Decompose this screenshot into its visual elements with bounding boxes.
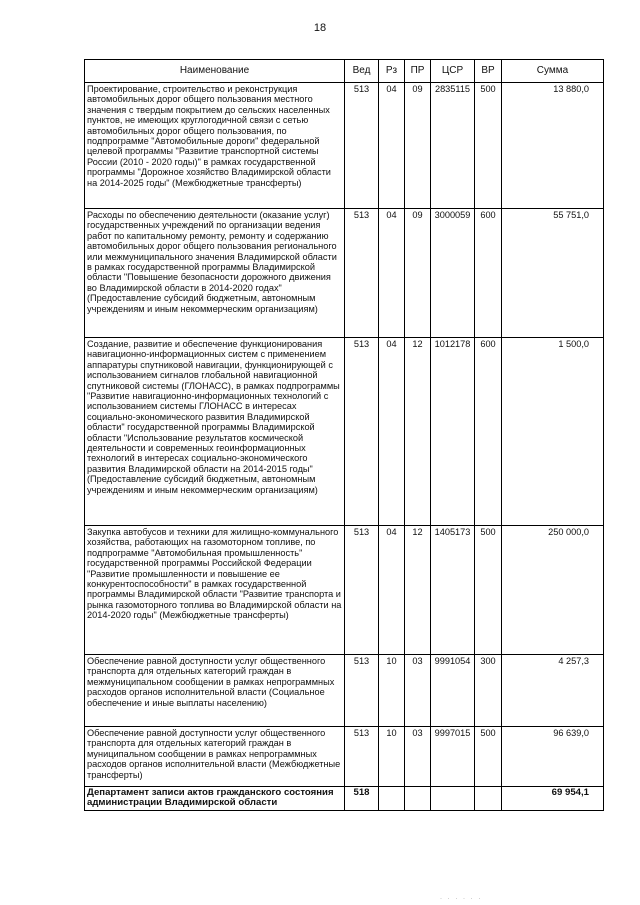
row-name: Обеспечение равной доступности услуг общественного транспорта для отдельных категорий граждан в муниципальном сообщении в рамках непрограммных расходов органов исполнительной власти (Межбюджетные трансферты): [85, 727, 345, 787]
table-row: [85, 526, 604, 655]
row-rz: 04: [379, 83, 405, 209]
table-row: [85, 209, 604, 338]
row-sum: 13 880,0: [502, 83, 604, 209]
row-vr: 500: [475, 83, 502, 209]
row-ved: 513: [345, 338, 379, 526]
row-csr: 9991054: [431, 655, 475, 727]
row-rz: [379, 787, 405, 811]
row-vr: 500: [475, 727, 502, 787]
table-row: [85, 727, 604, 787]
header-csr: ЦСР: [431, 60, 475, 83]
row-pr: 09: [405, 209, 431, 338]
row-pr: 09: [405, 83, 431, 209]
table-row: [85, 655, 604, 727]
row-pr: 03: [405, 655, 431, 727]
row-csr: 9997015: [431, 727, 475, 787]
row-sum: 250 000,0: [502, 526, 604, 655]
row-name: Закупка автобусов и техники для жилищно-коммунального хозяйства, работающих на газомоторном топливе, по подпрограмме "Автомобильная промышленность" государственной программы Российской Федерации "Развитие промышленности и повышение ее конкурентоспособности" в рамках государственной программы Владимирской области "Развитие транспорта и рынка газомоторного топлива во Владимирской области на 2014-2020 годы" (Межбюджетные трансферты): [85, 526, 345, 655]
row-ved: 518: [345, 787, 379, 811]
row-csr: 2835115: [431, 83, 475, 209]
header-ved: Вед: [345, 60, 379, 83]
row-name: Обеспечение равной доступности услуг общественного транспорта для отдельных категорий граждан в межмуниципальном сообщении в рамках непрограммных расходов органов исполнительной власти (Социальное обеспечение и иные выплаты населению): [85, 655, 345, 727]
row-rz: 10: [379, 727, 405, 787]
row-ved: 513: [345, 655, 379, 727]
row-vr: [475, 787, 502, 811]
table-header-row: [85, 60, 604, 83]
header-vr: ВР: [475, 60, 502, 83]
row-name: Создание, развитие и обеспечение функционирования навигационно-информационных систем с применением аппаратуры спутниковой навигации, функционирующей с использованием сигналов глобальной навигационной спутниковой системы (ГЛОНАСС), в рамках подпрограммы "Развитие навигационно-информационных технологий с использованием системы ГЛОНАСС в интересах социально-экономического развития Владимирской области" государственной программы Владимирской области "Использование результатов космической деятельности и современных геоинформационных технологий в интересах социально-экономического развития Владимирской области на 2014-2015 годы" (Предоставление субсидий бюджетным, автономным учреждениям и иным некоммерческим организациям): [85, 338, 345, 526]
row-vr: 300: [475, 655, 502, 727]
row-pr: 12: [405, 526, 431, 655]
row-vr: 600: [475, 338, 502, 526]
row-vr: 600: [475, 209, 502, 338]
row-name: Департамент записи актов гражданского состояния администрации Владимирской области: [85, 787, 345, 811]
table-row: [85, 83, 604, 209]
row-pr: 03: [405, 727, 431, 787]
row-csr: 3000059: [431, 209, 475, 338]
row-sum: 4 257,3: [502, 655, 604, 727]
table-row: [85, 338, 604, 526]
row-pr: 12: [405, 338, 431, 526]
row-rz: 04: [379, 338, 405, 526]
table-row-department: [85, 787, 604, 811]
header-rz: Рз: [379, 60, 405, 83]
row-rz: 04: [379, 209, 405, 338]
row-ved: 513: [345, 209, 379, 338]
header-name: Наименование: [85, 60, 345, 83]
scan-artifact: · · · · · ·: [440, 896, 483, 902]
row-sum: 69 954,1: [502, 787, 604, 811]
budget-table: [84, 59, 604, 811]
page-number: 18: [313, 22, 327, 34]
row-rz: 04: [379, 526, 405, 655]
row-pr: [405, 787, 431, 811]
header-pr: ПР: [405, 60, 431, 83]
row-ved: 513: [345, 526, 379, 655]
row-name: Проектирование, строительство и реконструкция автомобильных дорог общего пользования местного значения с твердым покрытием до сельских населенных пунктов, не имеющих круглогодичной связи с сетью автомобильных дорог общего пользования, по подпрограмме "Автомобильные дороги" федеральной целевой программы "Развитие транспортной системы России (2010 - 2020 годы)" в рамках государственной программы "Дорожное хозяйство Владимирской области на 2014-2025 годы" (Межбюджетные трансферты): [85, 83, 345, 209]
row-sum: 55 751,0: [502, 209, 604, 338]
row-csr: [431, 787, 475, 811]
row-sum: 96 639,0: [502, 727, 604, 787]
row-ved: 513: [345, 727, 379, 787]
row-csr: 1012178: [431, 338, 475, 526]
row-csr: 1405173: [431, 526, 475, 655]
row-sum: 1 500,0: [502, 338, 604, 526]
row-vr: 500: [475, 526, 502, 655]
row-name: Расходы по обеспечению деятельности (оказание услуг) государственных учреждений по организации ведения работ по капитальному ремонту, ремонту и содержанию автомобильных дорог общего пользования регионального или межмуниципального значения Владимирской области в рамках государственной программы Владимирской области "Повышение безопасности дорожного движения во Владимирской области в 2014-2020 годах" (Предоставление субсидий бюджетным, автономным учреждениям и иным некоммерческим организациям): [85, 209, 345, 338]
row-rz: 10: [379, 655, 405, 727]
row-ved: 513: [345, 83, 379, 209]
header-sum: Сумма: [502, 60, 604, 83]
